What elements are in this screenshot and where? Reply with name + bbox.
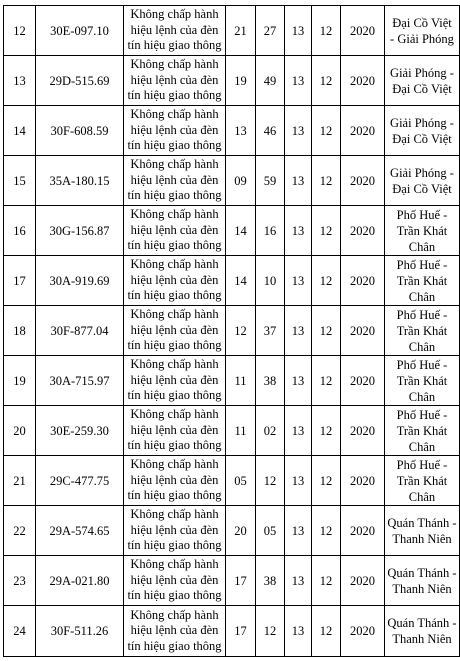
location-cell-line: Đại Cồ Việt — [392, 131, 452, 146]
table-row — [4, 106, 460, 156]
location-cell — [385, 6, 460, 56]
year-cell: 2020 — [341, 556, 385, 606]
month-cell: 12 — [312, 456, 341, 506]
violation-cell-line: hiệu lệnh của đèn — [130, 322, 219, 337]
row-number-cell: 19 — [4, 356, 36, 406]
violation-cell-line: tín hiệu giao thông — [127, 638, 222, 653]
plate-number-cell: 30F-608.59 — [36, 106, 124, 156]
minute-cell: 10 — [256, 256, 285, 306]
location-cell-line: Trần Khát — [396, 323, 448, 338]
row-number-cell: 17 — [4, 256, 36, 306]
minute-cell: 38 — [256, 556, 285, 606]
hour-cell: 11 — [226, 406, 256, 456]
table-row — [4, 606, 460, 657]
location-cell-line: Trần Khát — [396, 423, 448, 438]
location-cell — [385, 456, 460, 506]
table-body — [4, 6, 460, 657]
day-cell: 13 — [285, 206, 312, 256]
violation-cell-line: hiệu lệnh của đèn — [130, 172, 219, 187]
row-number-cell: 21 — [4, 456, 36, 506]
violation-cell-line: Không chấp hành — [130, 107, 219, 122]
minute-cell: 05 — [256, 506, 285, 556]
day-cell: 13 — [285, 56, 312, 106]
violation-cell-line: hiệu lệnh của đèn — [130, 472, 219, 487]
violation-cell — [124, 256, 226, 306]
month-cell: 12 — [312, 156, 341, 206]
location-cell-line: Quán Thánh - — [387, 515, 457, 530]
violation-cell — [124, 506, 226, 556]
hour-cell: 09 — [226, 156, 256, 206]
location-cell-line: Trần Khát — [396, 273, 448, 288]
year-cell: 2020 — [341, 206, 385, 256]
location-cell-line: Đại Cồ Việt — [392, 81, 452, 96]
violation-cell — [124, 456, 226, 506]
location-cell-line: Phố Huế - — [396, 307, 448, 322]
day-cell: 13 — [285, 356, 312, 406]
violation-cell-line: hiệu lệnh của đèn — [130, 72, 219, 87]
location-cell-line: Đại Cồ Việt — [392, 15, 452, 30]
violation-cell-line: Không chấp hành — [130, 407, 219, 422]
violations-table — [3, 5, 460, 657]
violation-cell-line: Không chấp hành — [130, 207, 219, 222]
table-row — [4, 406, 460, 456]
location-cell — [385, 206, 460, 256]
violation-cell-line: hiệu lệnh của đèn — [130, 222, 219, 237]
month-cell: 12 — [312, 6, 341, 56]
violation-cell — [124, 556, 226, 606]
location-cell — [385, 606, 460, 657]
row-number-cell: 15 — [4, 156, 36, 206]
table-row — [4, 456, 460, 506]
violation-cell-line: Không chấp hành — [130, 457, 219, 472]
violation-cell-line: tín hiệu giao thông — [127, 488, 222, 503]
year-cell: 2020 — [341, 106, 385, 156]
violation-cell-line: hiệu lệnh của đèn — [130, 372, 219, 387]
violation-cell-line: Không chấp hành — [130, 357, 219, 372]
table-row — [4, 306, 460, 356]
location-cell-line: Giải Phóng - — [390, 165, 454, 180]
table-row — [4, 206, 460, 256]
day-cell: 13 — [285, 406, 312, 456]
row-number-cell: 18 — [4, 306, 36, 356]
violation-cell-line: tín hiệu giao thông — [127, 188, 222, 203]
location-cell — [385, 106, 460, 156]
violation-cell-line: Không chấp hành — [130, 607, 219, 622]
location-cell — [385, 356, 460, 406]
month-cell: 12 — [312, 256, 341, 306]
day-cell: 13 — [285, 6, 312, 56]
row-number-cell: 14 — [4, 106, 36, 156]
violation-cell-line: tín hiệu giao thông — [127, 238, 222, 253]
plate-number-cell: 29A-574.65 — [36, 506, 124, 556]
location-cell-line: - Giải Phóng — [390, 31, 454, 46]
violation-cell — [124, 406, 226, 456]
violation-cell-line: tín hiệu giao thông — [127, 438, 222, 453]
location-cell-line: Phố Huế - — [396, 257, 448, 272]
violation-cell — [124, 356, 226, 406]
violation-cell — [124, 156, 226, 206]
location-cell-line: Thanh Niên — [392, 531, 452, 546]
violation-cell-line: Không chấp hành — [130, 57, 219, 72]
row-number-cell: 12 — [4, 6, 36, 56]
plate-number-cell: 30A-919.69 — [36, 256, 124, 306]
plate-number-cell: 30F-877.04 — [36, 306, 124, 356]
plate-number-cell: 30E-259.30 — [36, 406, 124, 456]
location-cell-line: Phố Huế - — [396, 207, 448, 222]
table-row — [4, 156, 460, 206]
day-cell: 13 — [285, 106, 312, 156]
minute-cell: 02 — [256, 406, 285, 456]
location-cell-line: Phố Huế - — [396, 357, 448, 372]
violation-cell-line: hiệu lệnh của đèn — [130, 22, 219, 37]
year-cell: 2020 — [341, 406, 385, 456]
location-cell-line: Trần Khát — [396, 373, 448, 388]
year-cell: 2020 — [341, 156, 385, 206]
location-cell — [385, 556, 460, 606]
plate-number-cell: 29C-477.75 — [36, 456, 124, 506]
year-cell: 2020 — [341, 6, 385, 56]
violation-cell-line: Không chấp hành — [130, 507, 219, 522]
month-cell: 12 — [312, 106, 341, 156]
table-row — [4, 6, 460, 56]
table-row — [4, 256, 460, 306]
violation-cell-line: hiệu lệnh của đèn — [130, 422, 219, 437]
year-cell: 2020 — [341, 256, 385, 306]
location-cell-line: Quán Thánh - — [387, 616, 457, 630]
year-cell: 2020 — [341, 456, 385, 506]
table-row — [4, 56, 460, 106]
row-number-cell: 22 — [4, 506, 36, 556]
day-cell: 13 — [285, 256, 312, 306]
location-cell-line: Phố Huế - — [396, 457, 448, 472]
plate-number-cell: 35A-180.15 — [36, 156, 124, 206]
year-cell: 2020 — [341, 606, 385, 657]
violation-cell-line: tín hiệu giao thông — [127, 338, 222, 353]
day-cell: 13 — [285, 506, 312, 556]
location-cell — [385, 256, 460, 306]
minute-cell: 38 — [256, 356, 285, 406]
hour-cell: 17 — [226, 556, 256, 606]
minute-cell: 46 — [256, 106, 285, 156]
day-cell: 13 — [285, 306, 312, 356]
location-cell-line: Phố Huế - — [396, 407, 448, 422]
month-cell: 12 — [312, 206, 341, 256]
violation-cell-line: Không chấp hành — [130, 7, 219, 22]
location-cell — [385, 506, 460, 556]
table-row — [4, 556, 460, 606]
location-cell-line: Chân — [408, 439, 436, 454]
hour-cell: 21 — [226, 6, 256, 56]
month-cell: 12 — [312, 606, 341, 657]
minute-cell: 59 — [256, 156, 285, 206]
year-cell: 2020 — [341, 56, 385, 106]
violation-cell-line: tín hiệu giao thông — [127, 538, 222, 553]
violation-cell — [124, 306, 226, 356]
violation-cell-line: Không chấp hành — [130, 307, 219, 322]
violation-cell — [124, 206, 226, 256]
violation-cell-line: tín hiệu giao thông — [127, 138, 222, 153]
violation-cell-line: tín hiệu giao thông — [127, 88, 222, 103]
violation-cell-line: hiệu lệnh của đèn — [130, 272, 219, 287]
violation-cell — [124, 56, 226, 106]
month-cell: 12 — [312, 56, 341, 106]
violation-cell-line: tín hiệu giao thông — [127, 588, 222, 603]
month-cell: 12 — [312, 506, 341, 556]
location-cell-line: Thanh Niên — [392, 581, 452, 596]
row-number-cell: 13 — [4, 56, 36, 106]
day-cell: 13 — [285, 556, 312, 606]
table-row — [4, 506, 460, 556]
minute-cell: 12 — [256, 456, 285, 506]
hour-cell: 20 — [226, 506, 256, 556]
row-number-cell: 16 — [4, 206, 36, 256]
violation-cell-line: hiệu lệnh của đèn — [130, 122, 219, 137]
plate-number-cell: 30A-715.97 — [36, 356, 124, 406]
location-cell — [385, 306, 460, 356]
violation-cell-line: tín hiệu giao thông — [127, 288, 222, 303]
day-cell: 13 — [285, 156, 312, 206]
hour-cell: 12 — [226, 306, 256, 356]
hour-cell: 14 — [226, 206, 256, 256]
location-cell-line: Thanh Niên — [392, 632, 452, 646]
location-cell — [385, 156, 460, 206]
location-cell-line: Giải Phóng - — [390, 65, 454, 80]
day-cell: 13 — [285, 456, 312, 506]
minute-cell: 49 — [256, 56, 285, 106]
violation-cell-line: Không chấp hành — [130, 157, 219, 172]
day-cell: 13 — [285, 606, 312, 657]
row-number-cell: 23 — [4, 556, 36, 606]
hour-cell: 13 — [226, 106, 256, 156]
violation-cell-line: tín hiệu giao thông — [127, 38, 222, 53]
hour-cell: 05 — [226, 456, 256, 506]
year-cell: 2020 — [341, 506, 385, 556]
month-cell: 12 — [312, 556, 341, 606]
minute-cell: 16 — [256, 206, 285, 256]
row-number-cell: 24 — [4, 606, 36, 657]
plate-number-cell: 29A-021.80 — [36, 556, 124, 606]
location-cell-line: Chân — [408, 289, 436, 304]
location-cell-line: Chân — [408, 339, 436, 354]
violation-cell-line: Không chấp hành — [130, 557, 219, 572]
location-cell-line: Chân — [408, 489, 436, 504]
plate-number-cell: 30G-156.87 — [36, 206, 124, 256]
violation-cell — [124, 606, 226, 657]
location-cell-line: Quán Thánh - — [387, 565, 457, 580]
violation-cell-line: Không chấp hành — [130, 257, 219, 272]
plate-number-cell: 30F-511.26 — [36, 606, 124, 657]
plate-number-cell: 30E-097.10 — [36, 6, 124, 56]
month-cell: 12 — [312, 406, 341, 456]
location-cell-line: Giải Phóng - — [390, 115, 454, 130]
violation-cell-line: hiệu lệnh của đèn — [130, 572, 219, 587]
violation-cell — [124, 106, 226, 156]
month-cell: 12 — [312, 306, 341, 356]
hour-cell: 19 — [226, 56, 256, 106]
month-cell: 12 — [312, 356, 341, 406]
location-cell-line: Đại Cồ Việt — [392, 181, 452, 196]
location-cell-line: Trần Khát — [396, 223, 448, 238]
violation-cell-line: hiệu lệnh của đèn — [130, 522, 219, 537]
hour-cell: 14 — [226, 256, 256, 306]
location-cell — [385, 406, 460, 456]
table-row — [4, 356, 460, 406]
location-cell-line: Trần Khát — [396, 473, 448, 488]
hour-cell: 17 — [226, 606, 256, 657]
location-cell — [385, 56, 460, 106]
plate-number-cell: 29D-515.69 — [36, 56, 124, 106]
violation-cell — [124, 6, 226, 56]
violation-cell-line: tín hiệu giao thông — [127, 388, 222, 403]
minute-cell: 12 — [256, 606, 285, 657]
location-cell-line: Chân — [408, 239, 436, 254]
location-cell-line: Chân — [408, 389, 436, 404]
row-number-cell: 20 — [4, 406, 36, 456]
year-cell: 2020 — [341, 356, 385, 406]
year-cell: 2020 — [341, 306, 385, 356]
minute-cell: 27 — [256, 6, 285, 56]
hour-cell: 11 — [226, 356, 256, 406]
violation-cell-line: hiệu lệnh của đèn — [130, 623, 219, 638]
minute-cell: 37 — [256, 306, 285, 356]
